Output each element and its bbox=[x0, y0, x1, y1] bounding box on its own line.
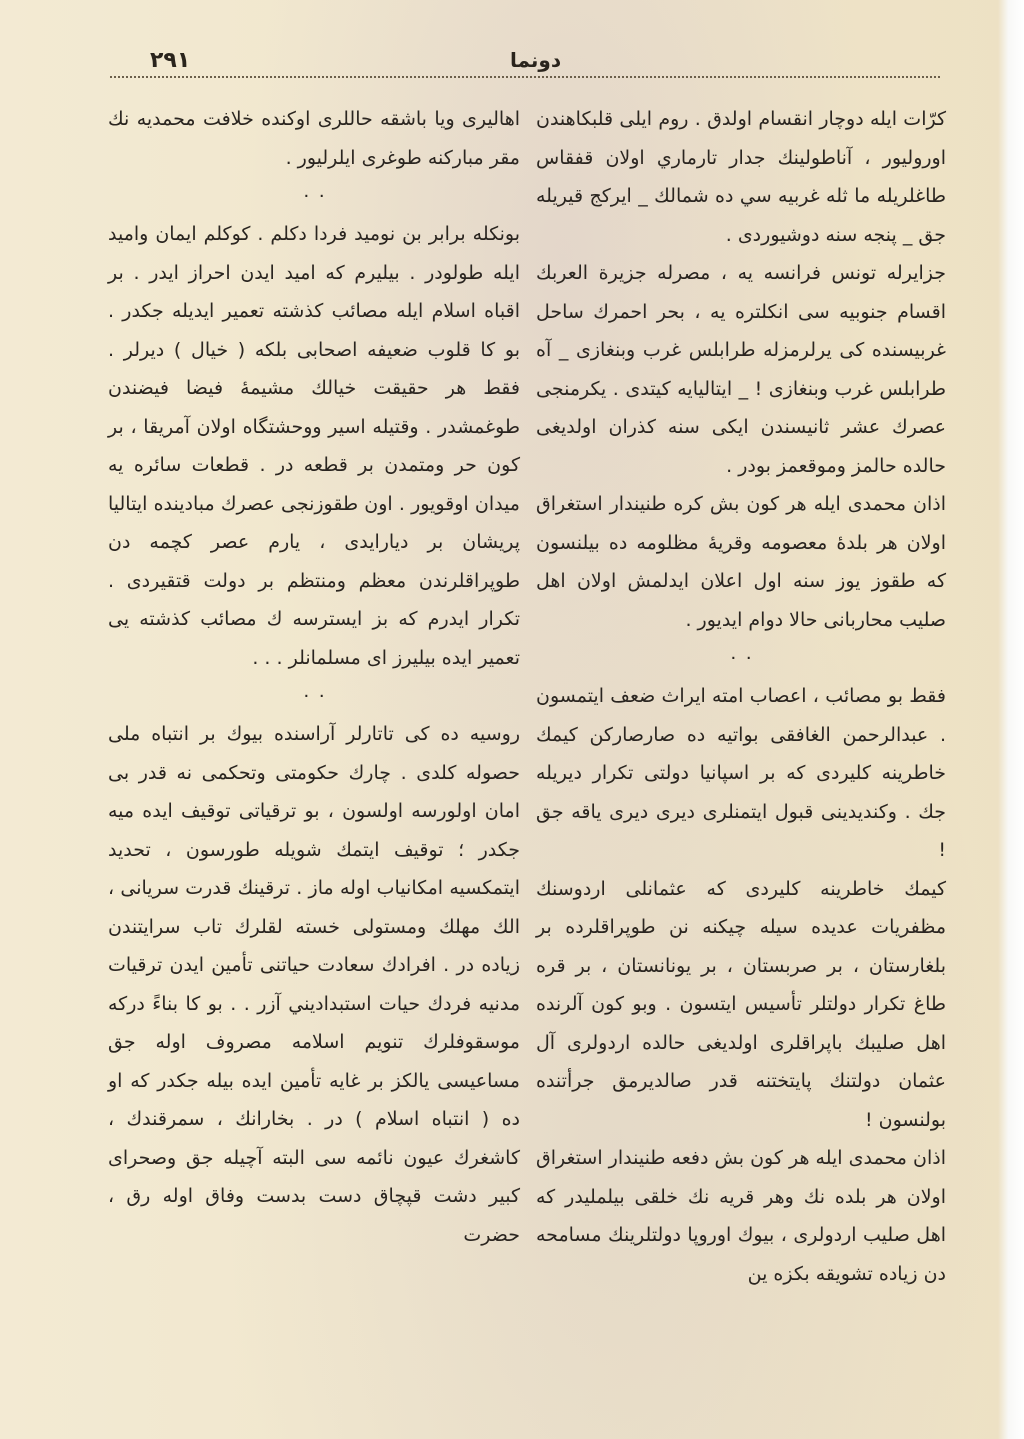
header-rule bbox=[110, 76, 940, 78]
paragraph: كرّات ايله دوچار انقسام اولدق . روم ايلى قلبكاهندن اوروليور ، آناطولينك جدار تارماري اولان قفقاس طاغلريله ما ثله غربيه سي ده شمالك _ ايركج قيريله جق _ پنجه سنه دوشيوردى . bbox=[536, 108, 946, 246]
paragraph: بونكله برابر بن نوميد فردا دكلم . كوكلم ايمان واميد ايله طولودر . بيليرم كه اميد ايدن احراز ايدر . بر اقباه اسلام ايله مصائب كذشته تعمير ايديله جكدر . بو كا قلوب ضعيفه اصحابى بلكه ( خيال ) ديرلر . فقط هر حقيقت خيالك مشيمهٔ فيضا فيضندن طوغمشدر . وقتيله اسير ووحشتگاه اولان آمريقا ، بر كون حر ومتمدن بر قطعه در . قطعات سائره يه ميدان اوقويور . اون طقوزنجى عصرك مبادينده ايتاليا پريشان بر ديارايدى ، يارم عصر كچمه دن طوپراقلرندن معظم ومنتظم بر دولت قتقيردى . تكرار ايدرم كه بز ايسترسه ك مصائب كذشته يى تعمير ايده بيليرز اى مسلمانلر . . . bbox=[108, 223, 520, 669]
paragraph: كيمك خاطرينه كليردى كه عثمانلى اردوسنك مظفريات عديده سيله چيكنه نن طوپراقلرده بر بلغارستان ، بر صربستان ، بر يونانستان ، بر قره طاغ تكرار دولتلر تأسيس ايتسون . وبو كون آلرنده اهل صليبك باپراقلرى اولديغى حالده اردولرى آل عثمان دولتنك پايتختنه قدر صالديرمق جرأتنده بولنسون ! bbox=[536, 877, 946, 1131]
section-divider: ٠ ٠ bbox=[728, 647, 754, 668]
page-number: ۲۹۱ bbox=[150, 48, 191, 73]
paragraph: اذان محمدى ايله هر كون بش كره طنيندار استغراق اولان هر بلدهٔ معصومه وقريهٔ مظلومه ده بيلنسون كه طقوز يوز سنه اول اعلان ايدلمش اولان اهل صليب محاربانى حالا دوام ايديور . bbox=[536, 493, 946, 631]
section-divider: ٠ ٠ bbox=[301, 685, 327, 706]
paragraph: جزايرله تونس فرانسه يه ، مصرله جزيرة العربك اقسام جنوبيه سى انكلتره يه ، بحر احمرك ساحل غربيسنده كى يرلرمزله طرابلس غرب وبنغازى _ آه طرابلس غرب وبنغازى ! _ ايتاليايه كيتدى . يكرمنجى عصرك عشر ثانيسندن ايكى سنه كذران اولديغى حالده حالمز وموقعمز بودر . bbox=[536, 262, 946, 477]
page-edge bbox=[998, 0, 1024, 1439]
running-title: دونما bbox=[510, 48, 562, 72]
paragraph: اذان محمدى ايله هر كون بش دفعه طنيندار استغراق اولان هر بلده نك وهر قريه نك خلقى بيلمليدر كه اهل صليب اردولرى ، بيوك اوروپا دولتلرينك مسامحه دن زياده تشويقه بكزه ين bbox=[536, 1147, 946, 1285]
paragraph: اهاليرى ويا باشقه حاللرى اوكنده خلافت محمديه نك مقر مباركنه طوغرى ايلرليور . bbox=[108, 108, 520, 169]
right-column bbox=[536, 100, 946, 1293]
left-column bbox=[108, 100, 520, 1254]
paragraph: روسيه ده كى تاتارلر آراسنده بيوك بر انتباه ملى حصوله كلدى . چارك حكومتى وتحكمى نه قدر بى امان اولورسه اولسون ، بو ترقياتى توقيف ايده ميه جكدر ؛ توقيف ايتمك شويله طورسون ، تحديد ايتمكسيه امكانياب اوله ماز . ترقينك قدرت سريانى ، الك مهلك ومستولى خسته لقلرك تاب سرايتندن زياده در . افرادك سعادت حياتنى تأمين ايدن ترقيات مدنيه فردك حيات استبداديني آزر . . بو كا بناءً دركه موسقوفلرك تنويم اسلامه مصروف اوله جق مساعيسى يالكز بر غايه تأمين ايده بيله جكدر كه او ده ( انتباه اسلام ) در . بخارانك ، سمرقندك ، كاشغرك عيون نائمه سى البته آچيله جق وصحراى كبير دشت قپچاق دست بدست وفاق اوله رق ، حضرت bbox=[108, 723, 520, 1246]
paragraph: فقط بو مصائب ، اعصاب امته ايراث ضعف ايتمسون . عبدالرحمن الغافقى بواتيه ده صارصاركن كيمك خاطرينه كليردى كه بر اسپانيا دولتى تكرار ديريله جك . وكنديدينى قبول ايتمنلرى ديرى ديرى ياقه جق ! bbox=[536, 685, 946, 861]
section-divider: ٠ ٠ bbox=[301, 185, 327, 206]
